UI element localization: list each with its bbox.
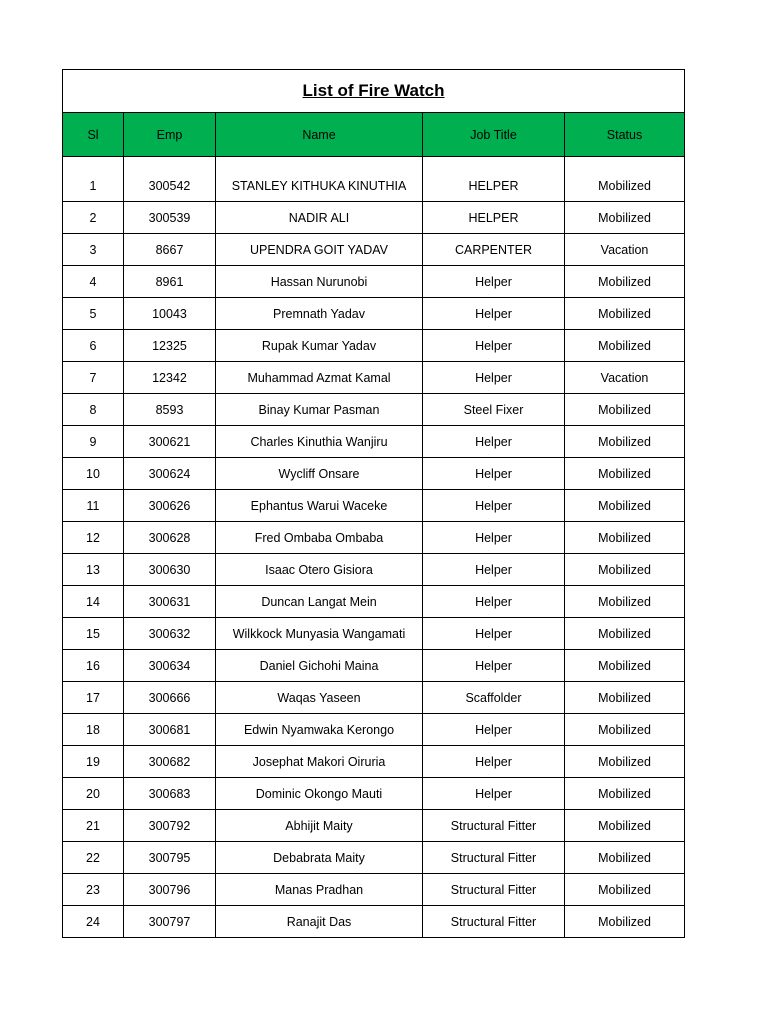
table-row: [63, 490, 685, 522]
cell-name: Ranajit Das: [216, 906, 423, 938]
cell-sl: 24: [63, 906, 124, 938]
table-row: [63, 650, 685, 682]
table-row: [63, 234, 685, 266]
cell-status: Mobilized: [565, 458, 685, 490]
cell-job-title: Helper: [423, 458, 565, 490]
table-row: [63, 554, 685, 586]
cell-emp: 300683: [124, 778, 216, 810]
cell-emp: 300797: [124, 906, 216, 938]
cell-job-title: CARPENTER: [423, 234, 565, 266]
cell-emp: 300631: [124, 586, 216, 618]
cell-status: Mobilized: [565, 778, 685, 810]
cell-name: Edwin Nyamwaka Kerongo: [216, 714, 423, 746]
cell-status: Vacation: [565, 234, 685, 266]
cell-job-title: Structural Fitter: [423, 842, 565, 874]
cell-status: Mobilized: [565, 810, 685, 842]
cell-emp: 300796: [124, 874, 216, 906]
cell-job-title: Structural Fitter: [423, 874, 565, 906]
cell-status: Mobilized: [565, 842, 685, 874]
table-row: [63, 618, 685, 650]
cell-sl: 2: [63, 202, 124, 234]
cell-emp: 10043: [124, 298, 216, 330]
cell-sl: 14: [63, 586, 124, 618]
cell-sl: 17: [63, 682, 124, 714]
cell-job-title: Helper: [423, 746, 565, 778]
cell-name: Binay Kumar Pasman: [216, 394, 423, 426]
table-row: [63, 586, 685, 618]
cell-sl: 1: [63, 157, 124, 202]
cell-name: UPENDRA GOIT YADAV: [216, 234, 423, 266]
cell-job-title: Scaffolder: [423, 682, 565, 714]
cell-status: Mobilized: [565, 426, 685, 458]
cell-name: Hassan Nurunobi: [216, 266, 423, 298]
cell-name: Abhijit Maity: [216, 810, 423, 842]
cell-sl: 13: [63, 554, 124, 586]
table-row: [63, 714, 685, 746]
cell-sl: 18: [63, 714, 124, 746]
cell-name: Wilkkock Munyasia Wangamati: [216, 618, 423, 650]
table-row: [63, 906, 685, 938]
cell-job-title: Helper: [423, 618, 565, 650]
cell-name: Duncan Langat Mein: [216, 586, 423, 618]
cell-sl: 11: [63, 490, 124, 522]
cell-name: Josephat Makori Oiruria: [216, 746, 423, 778]
cell-emp: 300628: [124, 522, 216, 554]
cell-sl: 15: [63, 618, 124, 650]
column-header-sl: Sl: [63, 113, 124, 157]
cell-status: Mobilized: [565, 522, 685, 554]
table-row: [63, 874, 685, 906]
cell-job-title: HELPER: [423, 202, 565, 234]
cell-emp: 12342: [124, 362, 216, 394]
cell-status: Mobilized: [565, 586, 685, 618]
cell-sl: 8: [63, 394, 124, 426]
cell-emp: 300795: [124, 842, 216, 874]
cell-name: Debabrata Maity: [216, 842, 423, 874]
table-row: [63, 458, 685, 490]
cell-status: Mobilized: [565, 682, 685, 714]
table-row: [63, 330, 685, 362]
cell-emp: 300624: [124, 458, 216, 490]
cell-emp: 300681: [124, 714, 216, 746]
cell-job-title: Helper: [423, 298, 565, 330]
cell-status: Mobilized: [565, 746, 685, 778]
cell-status: Mobilized: [565, 714, 685, 746]
cell-job-title: Helper: [423, 714, 565, 746]
cell-name: Manas Pradhan: [216, 874, 423, 906]
cell-name: Isaac Otero Gisiora: [216, 554, 423, 586]
cell-emp: 8667: [124, 234, 216, 266]
cell-name: Ephantus Warui Waceke: [216, 490, 423, 522]
cell-job-title: Helper: [423, 426, 565, 458]
cell-emp: 300682: [124, 746, 216, 778]
column-header-name: Name: [216, 113, 423, 157]
cell-job-title: HELPER: [423, 157, 565, 202]
cell-emp: 8961: [124, 266, 216, 298]
table-row: [63, 778, 685, 810]
cell-name: Wycliff Onsare: [216, 458, 423, 490]
table-row: [63, 362, 685, 394]
cell-name: Waqas Yaseen: [216, 682, 423, 714]
table-body: [63, 157, 685, 938]
cell-sl: 19: [63, 746, 124, 778]
cell-name: Rupak Kumar Yadav: [216, 330, 423, 362]
cell-sl: 5: [63, 298, 124, 330]
table-row: [63, 842, 685, 874]
header-row: [63, 113, 685, 157]
cell-sl: 7: [63, 362, 124, 394]
cell-status: Mobilized: [565, 266, 685, 298]
cell-name: Daniel Gichohi Maina: [216, 650, 423, 682]
cell-emp: 300621: [124, 426, 216, 458]
cell-sl: 3: [63, 234, 124, 266]
cell-name: Muhammad Azmat Kamal: [216, 362, 423, 394]
cell-job-title: Helper: [423, 266, 565, 298]
cell-sl: 4: [63, 266, 124, 298]
cell-name: STANLEY KITHUKA KINUTHIA: [216, 157, 423, 202]
cell-emp: 300542: [124, 157, 216, 202]
cell-name: NADIR ALI: [216, 202, 423, 234]
cell-sl: 20: [63, 778, 124, 810]
cell-sl: 9: [63, 426, 124, 458]
cell-sl: 16: [63, 650, 124, 682]
cell-sl: 21: [63, 810, 124, 842]
table-row: [63, 157, 685, 202]
cell-emp: 300666: [124, 682, 216, 714]
page-title: List of Fire Watch: [302, 81, 445, 100]
cell-status: Vacation: [565, 362, 685, 394]
cell-job-title: Steel Fixer: [423, 394, 565, 426]
column-header-emp: Emp: [124, 113, 216, 157]
cell-sl: 22: [63, 842, 124, 874]
cell-name: Fred Ombaba Ombaba: [216, 522, 423, 554]
cell-sl: 6: [63, 330, 124, 362]
cell-emp: 300630: [124, 554, 216, 586]
cell-status: Mobilized: [565, 330, 685, 362]
cell-job-title: Helper: [423, 650, 565, 682]
cell-sl: 10: [63, 458, 124, 490]
title-cell: [63, 70, 685, 113]
cell-name: Premnath Yadav: [216, 298, 423, 330]
cell-status: Mobilized: [565, 554, 685, 586]
cell-sl: 23: [63, 874, 124, 906]
table-row: [63, 426, 685, 458]
table-row: [63, 682, 685, 714]
cell-status: Mobilized: [565, 618, 685, 650]
cell-emp: 300792: [124, 810, 216, 842]
cell-name: Charles Kinuthia Wanjiru: [216, 426, 423, 458]
cell-status: Mobilized: [565, 874, 685, 906]
cell-job-title: Helper: [423, 522, 565, 554]
table-row: [63, 394, 685, 426]
cell-status: Mobilized: [565, 394, 685, 426]
cell-job-title: Structural Fitter: [423, 906, 565, 938]
cell-job-title: Helper: [423, 778, 565, 810]
column-header-job-title: Job Title: [423, 113, 565, 157]
title-row: [63, 70, 685, 113]
cell-emp: 8593: [124, 394, 216, 426]
cell-status: Mobilized: [565, 202, 685, 234]
cell-job-title: Helper: [423, 330, 565, 362]
table-row: [63, 266, 685, 298]
table-row: [63, 746, 685, 778]
cell-sl: 12: [63, 522, 124, 554]
cell-emp: 300632: [124, 618, 216, 650]
cell-emp: 300634: [124, 650, 216, 682]
table-row: [63, 202, 685, 234]
cell-job-title: Helper: [423, 554, 565, 586]
cell-status: Mobilized: [565, 650, 685, 682]
cell-status: Mobilized: [565, 490, 685, 522]
table-row: [63, 298, 685, 330]
table-row: [63, 522, 685, 554]
cell-emp: 12325: [124, 330, 216, 362]
fire-watch-table: [62, 69, 685, 938]
cell-status: Mobilized: [565, 298, 685, 330]
cell-status: Mobilized: [565, 157, 685, 202]
cell-status: Mobilized: [565, 906, 685, 938]
cell-job-title: Structural Fitter: [423, 810, 565, 842]
cell-name: Dominic Okongo Mauti: [216, 778, 423, 810]
cell-job-title: Helper: [423, 362, 565, 394]
table-row: [63, 810, 685, 842]
cell-job-title: Helper: [423, 490, 565, 522]
cell-job-title: Helper: [423, 586, 565, 618]
column-header-status: Status: [565, 113, 685, 157]
cell-emp: 300539: [124, 202, 216, 234]
cell-emp: 300626: [124, 490, 216, 522]
